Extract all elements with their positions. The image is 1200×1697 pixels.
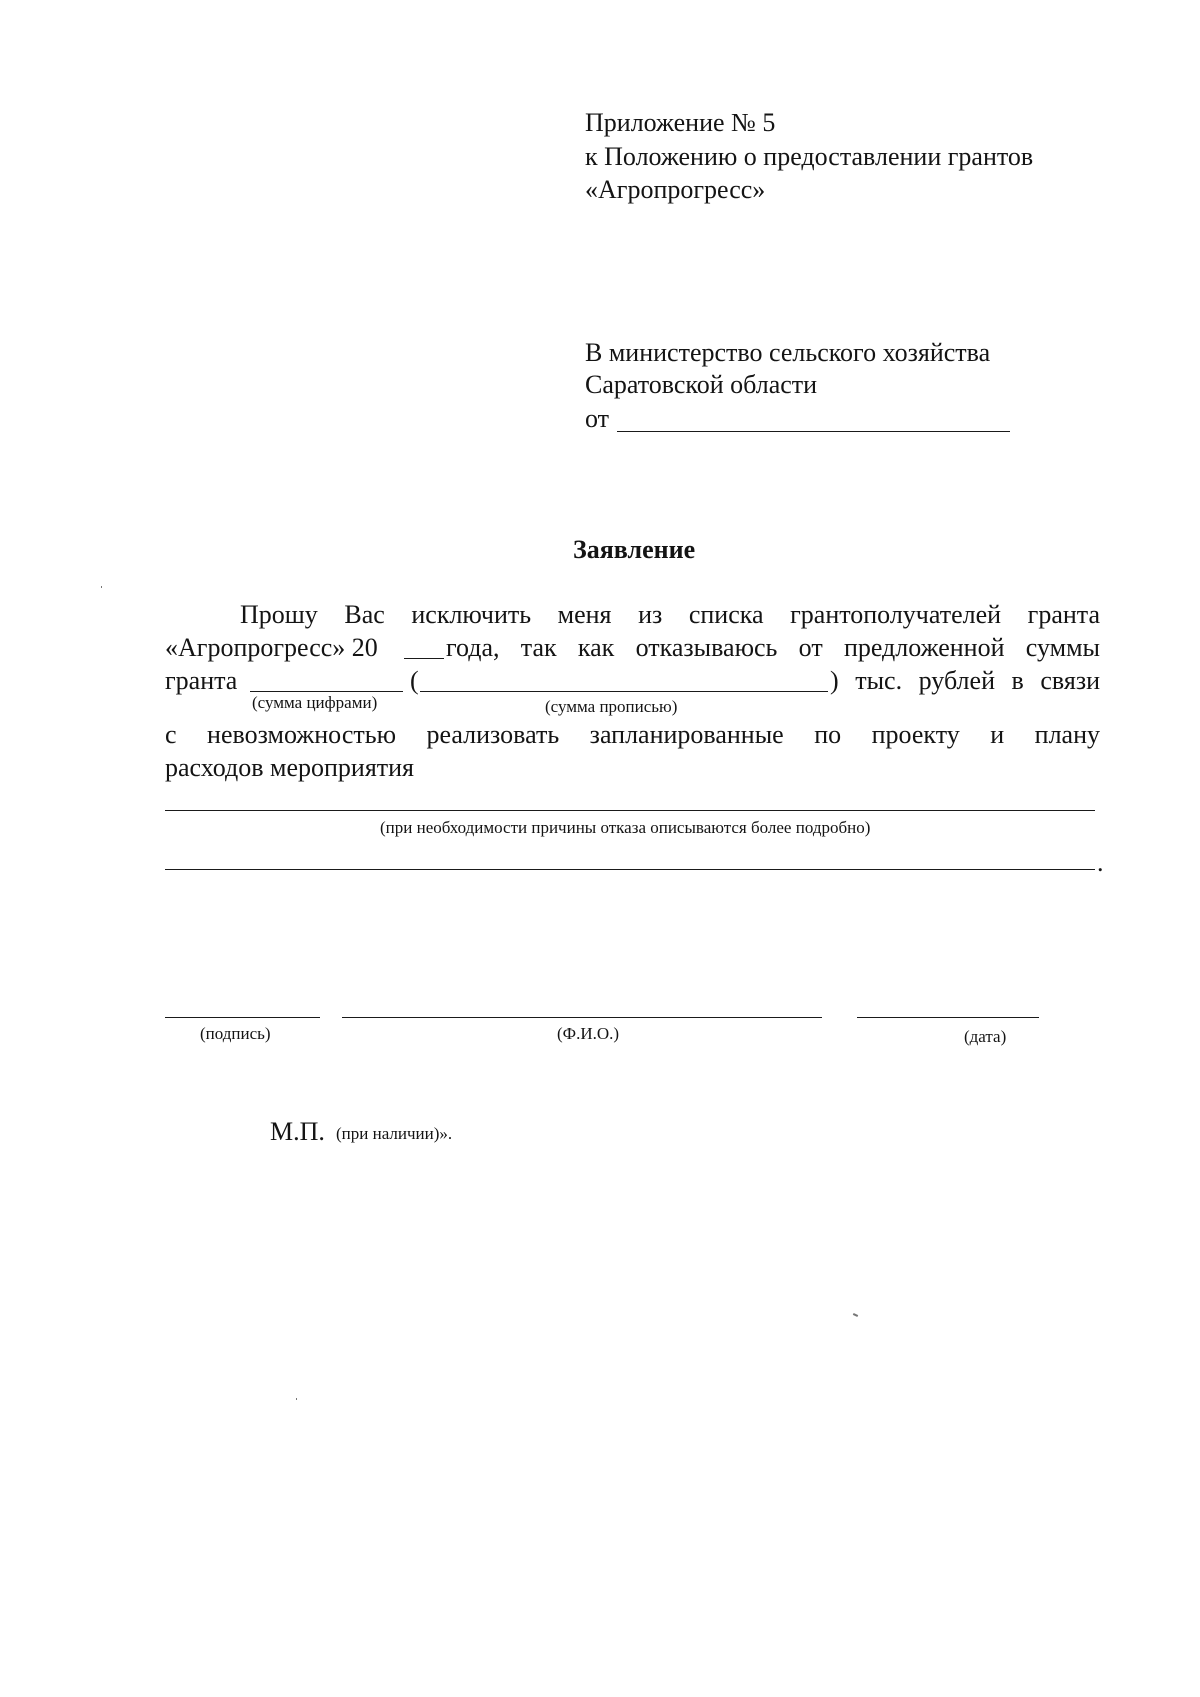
body-line-2-end: года, так как отказываюсь от предложенной суммы [446, 633, 1100, 662]
caption-amount-words: (сумма прописью) [545, 697, 678, 716]
caption-reason: (при необходимости причины отказа описываются более подробно) [380, 818, 871, 837]
year-blank-line [404, 658, 444, 659]
caption-name: (Ф.И.О.) [557, 1024, 620, 1043]
from-blank-line [617, 431, 1010, 432]
appendix-number: Приложение № 5 [585, 108, 776, 137]
appendix-regulation: к Положению о предоставлении грантов [585, 142, 1034, 171]
date-line [857, 1017, 1039, 1018]
body-line-5: расходов мероприятия [165, 753, 415, 782]
caption-amount-digits: (сумма цифрами) [252, 693, 378, 712]
body-line-4: с невозможностью реализовать запланированные по проекту и плану [165, 720, 1100, 749]
scan-speck [101, 586, 102, 588]
stamp-label: М.П. [270, 1117, 325, 1146]
reason-period: . [1097, 848, 1104, 877]
from-label: от [585, 404, 610, 433]
stamp-note: (при наличии)». [336, 1124, 453, 1143]
signature-line [165, 1017, 320, 1018]
reason-line-1 [165, 810, 1095, 811]
amount-words-blank [420, 691, 828, 692]
body-line-1: Прошу Вас исключить меня из списка грантополучателей гранта [240, 600, 1100, 629]
scan-speck [296, 1398, 297, 1400]
appendix-grant-name: «Агропрогресс» [585, 175, 766, 204]
body-line-3-start: гранта [165, 666, 238, 695]
body-line-3-end: ) тыс. рублей в связи [830, 666, 1100, 695]
name-line [342, 1017, 822, 1018]
reason-line-2 [165, 869, 1095, 870]
caption-date: (дата) [964, 1027, 1007, 1046]
scan-speck [853, 1313, 858, 1317]
addressee-region: Саратовской области [585, 370, 818, 399]
caption-signature: (подпись) [200, 1024, 271, 1043]
addressee-ministry: В министерство сельского хозяйства [585, 338, 991, 367]
open-paren: ( [410, 666, 419, 695]
document-title: Заявление [573, 535, 696, 564]
body-line-2-start: «Агропрогресс» 20 [165, 633, 378, 662]
amount-digits-blank [250, 691, 403, 692]
